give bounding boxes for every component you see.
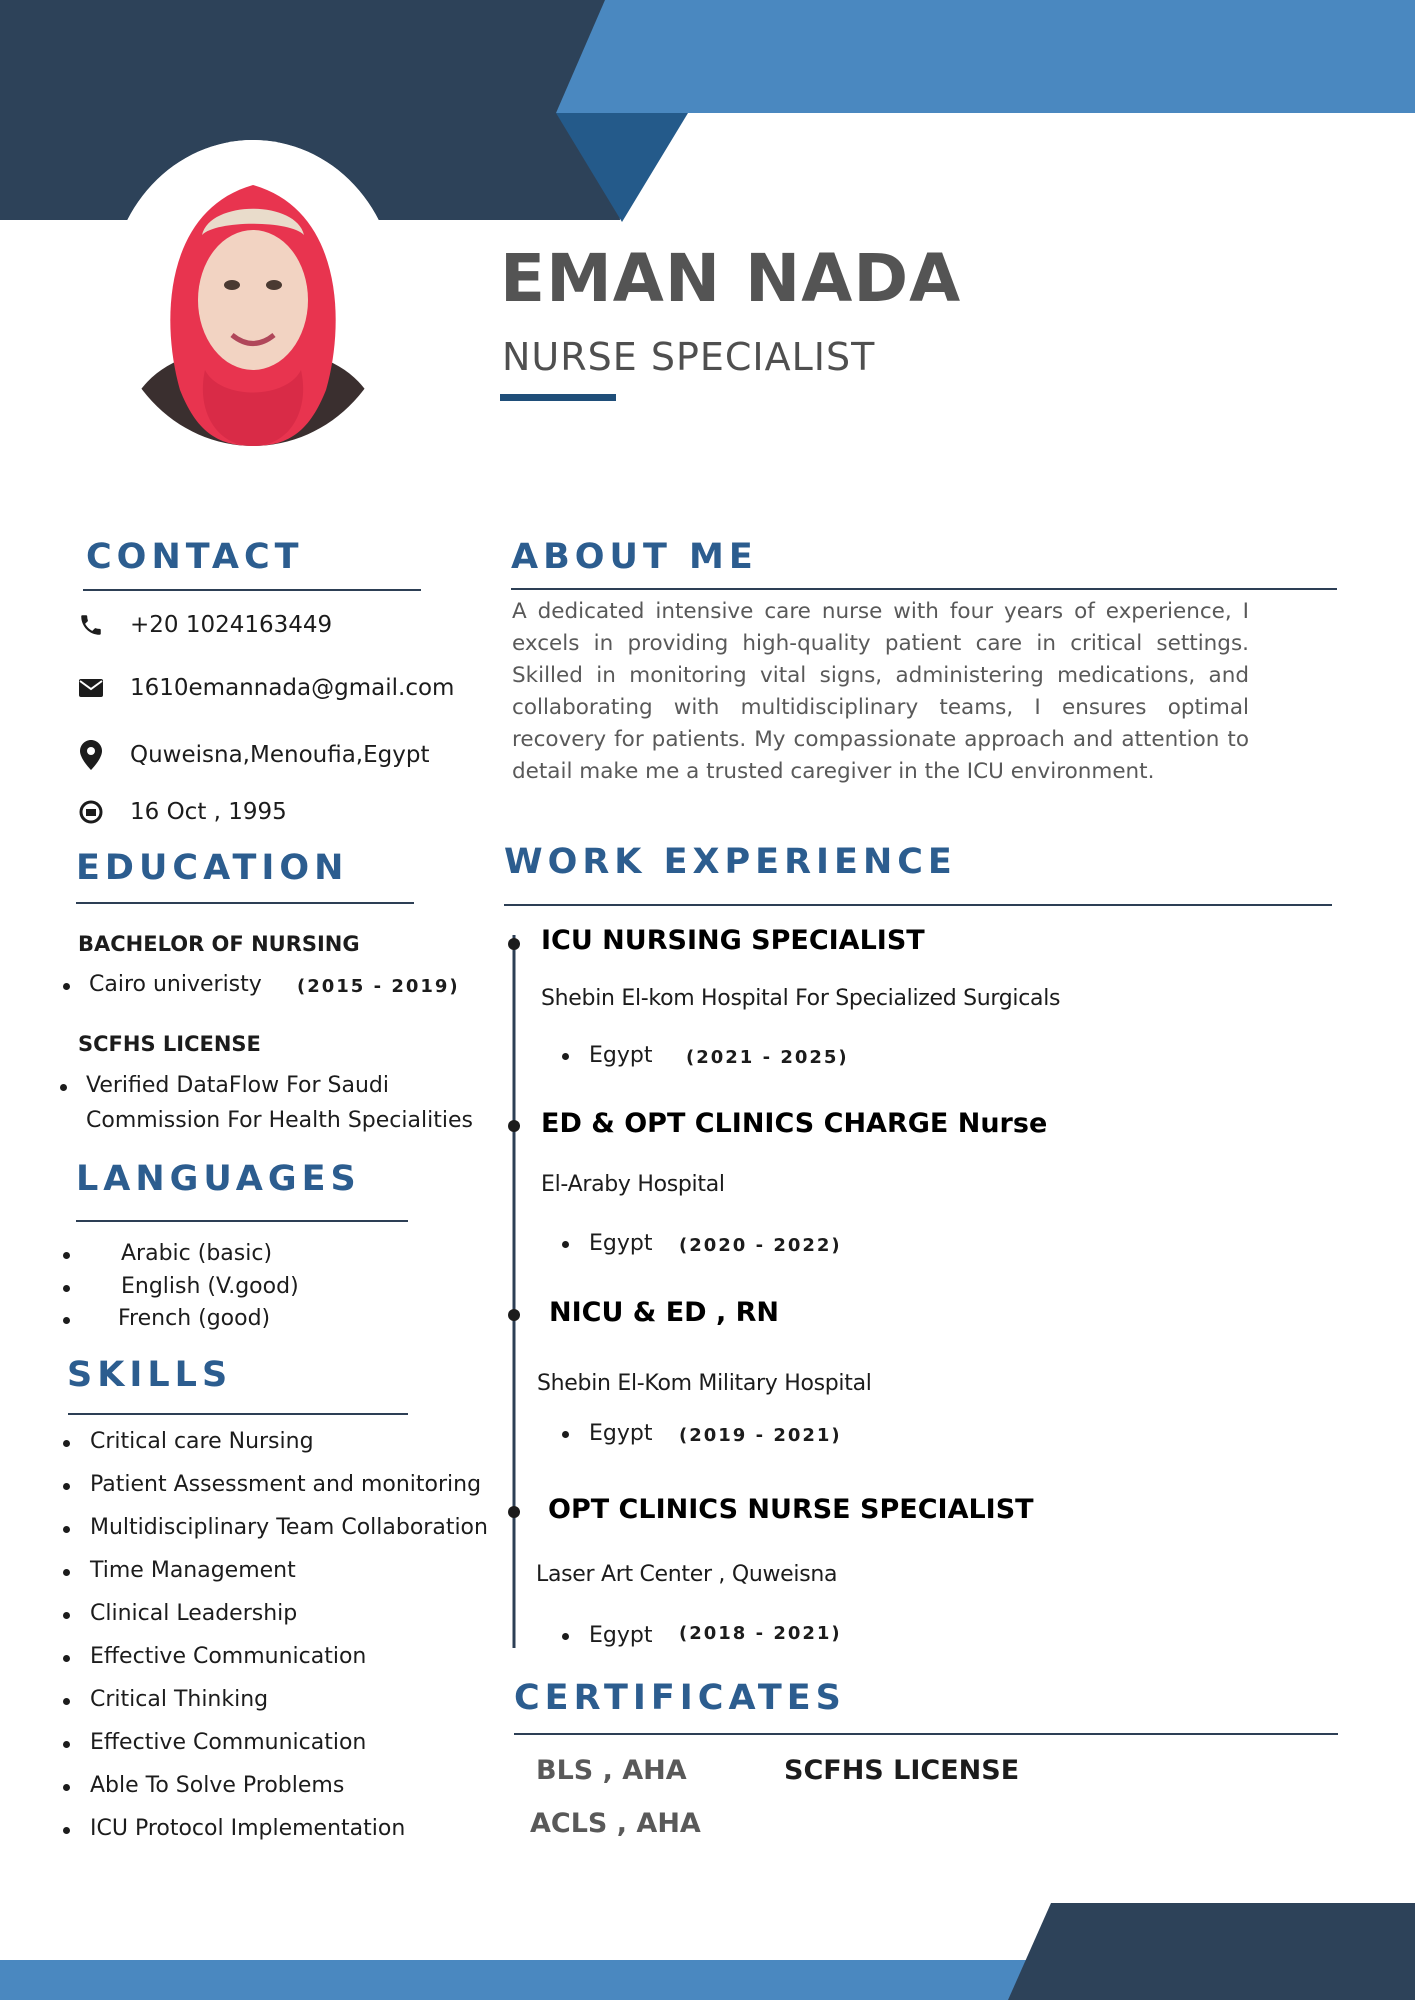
skill-item: Time Management bbox=[90, 1558, 296, 1583]
work-heading: WORK EXPERIENCE bbox=[504, 842, 957, 882]
certificate-item: SCFHS LICENSE bbox=[784, 1755, 1020, 1786]
bullet bbox=[63, 1317, 70, 1324]
role-underline bbox=[500, 394, 616, 401]
languages-rule bbox=[76, 1220, 408, 1222]
location-pin-icon bbox=[72, 740, 110, 770]
timeline-dot bbox=[508, 1506, 520, 1518]
job-country: Egypt bbox=[589, 1231, 653, 1256]
contact-location-text: Quweisna,Menoufia,Egypt bbox=[130, 742, 430, 768]
about-text: A dedicated intensive care nurse with four years of experience, I excels in providing high-quality patient care in critical settings. Skilled in monitoring vital signs, administering medications, and collaborating with multidisciplinary teams, I ensures optimal recovery for patients. My compassionate approach and attention to detail make me a trusted caregiver in the ICU environment. bbox=[512, 599, 1249, 784]
skill-item: Critical Thinking bbox=[90, 1687, 269, 1712]
contact-phone-text: +20 1024163449 bbox=[130, 612, 333, 638]
contact-birthdate-text: 16 Oct , 1995 bbox=[130, 799, 287, 825]
person-name: EMAN NADA bbox=[500, 240, 962, 317]
birthday-icon bbox=[72, 797, 110, 827]
bullet bbox=[63, 1741, 70, 1748]
job-years: (2020 - 2022) bbox=[679, 1235, 842, 1256]
bullet bbox=[63, 1655, 70, 1662]
job-title: OPT CLINICS NURSE SPECIALIST bbox=[548, 1494, 1034, 1525]
job-organization: Shebin El-Kom Military Hospital bbox=[537, 1371, 872, 1396]
skills-heading: SKILLS bbox=[67, 1355, 233, 1395]
contact-email bbox=[72, 673, 454, 703]
license-line-2: Commission For Health Specialities bbox=[86, 1108, 473, 1133]
language-item: Arabic (basic) bbox=[121, 1241, 273, 1266]
job-country: Egypt bbox=[589, 1421, 653, 1446]
top-right-blue-band bbox=[556, 0, 1415, 113]
skill-item: ICU Protocol Implementation bbox=[90, 1816, 406, 1841]
work-rule bbox=[504, 904, 1332, 906]
contact-birthdate bbox=[72, 797, 287, 827]
language-item: French (good) bbox=[118, 1306, 271, 1331]
bullet bbox=[63, 1252, 70, 1259]
license-line-1: Verified DataFlow For Saudi bbox=[86, 1073, 389, 1098]
certificates-heading: CERTIFICATES bbox=[514, 1678, 846, 1718]
contact-phone bbox=[72, 610, 332, 640]
education-rule bbox=[76, 902, 414, 904]
contact-email-text: 1610emannada@gmail.com bbox=[130, 675, 455, 701]
job-organization: Shebin El-kom Hospital For Specialized Surgicals bbox=[541, 986, 1061, 1011]
bullet bbox=[63, 1483, 70, 1490]
about-rule bbox=[511, 588, 1337, 590]
skill-item: Multidisciplinary Team Collaboration bbox=[90, 1515, 488, 1540]
bullet bbox=[562, 1241, 569, 1248]
job-title: ED & OPT CLINICS CHARGE Nurse bbox=[541, 1108, 1048, 1139]
bullet bbox=[63, 1784, 70, 1791]
bullet bbox=[562, 1053, 569, 1060]
certificates-rule bbox=[514, 1733, 1338, 1735]
skill-item: Patient Assessment and monitoring bbox=[90, 1472, 482, 1497]
about-heading: ABOUT ME bbox=[511, 537, 758, 577]
timeline-dot bbox=[508, 1120, 520, 1132]
job-country: Egypt bbox=[589, 1043, 653, 1068]
job-role: NURSE SPECIALIST bbox=[502, 335, 876, 379]
bullet bbox=[63, 1440, 70, 1447]
bullet bbox=[63, 1285, 70, 1292]
bullet bbox=[63, 1526, 70, 1533]
license-title: SCFHS LICENSE bbox=[78, 1032, 261, 1056]
bottom-right-navy-shape bbox=[1008, 1903, 1415, 2000]
skill-item: Clinical Leadership bbox=[90, 1601, 298, 1626]
job-years: (2019 - 2021) bbox=[679, 1425, 842, 1446]
job-years: (2018 - 2021) bbox=[679, 1623, 842, 1644]
bullet bbox=[63, 1827, 70, 1834]
profile-photo bbox=[110, 140, 396, 446]
bullet bbox=[60, 1084, 67, 1091]
phone-icon bbox=[72, 610, 110, 640]
school-name: Cairo univeristy bbox=[89, 972, 262, 997]
bullet bbox=[63, 1698, 70, 1705]
contact-location bbox=[72, 740, 429, 770]
certificate-item: BLS , AHA bbox=[536, 1755, 687, 1786]
languages-heading: LANGUAGES bbox=[76, 1159, 361, 1199]
language-item: English (V.good) bbox=[121, 1274, 299, 1299]
skills-rule bbox=[68, 1413, 408, 1415]
job-title: ICU NURSING SPECIALIST bbox=[541, 925, 925, 956]
job-organization: El-Araby Hospital bbox=[541, 1172, 725, 1197]
certificate-item: ACLS , AHA bbox=[530, 1808, 701, 1839]
job-title: NICU & ED , RN bbox=[549, 1297, 780, 1328]
timeline-dot bbox=[508, 938, 520, 950]
education-heading: EDUCATION bbox=[76, 848, 349, 888]
job-organization: Laser Art Center , Quweisna bbox=[536, 1562, 838, 1587]
contact-heading: CONTACT bbox=[86, 537, 304, 577]
skill-item: Effective Communication bbox=[90, 1730, 367, 1755]
skill-item: Effective Communication bbox=[90, 1644, 367, 1669]
timeline-dot bbox=[508, 1309, 520, 1321]
envelope-icon bbox=[72, 673, 110, 703]
skill-item: Critical care Nursing bbox=[90, 1429, 314, 1454]
bullet bbox=[63, 1569, 70, 1576]
bullet bbox=[562, 1431, 569, 1438]
skill-item: Able To Solve Problems bbox=[90, 1773, 345, 1798]
job-years: (2021 - 2025) bbox=[686, 1047, 849, 1068]
contact-rule bbox=[83, 589, 421, 591]
bullet bbox=[562, 1633, 569, 1640]
education-years: (2015 - 2019) bbox=[297, 976, 460, 997]
bullet bbox=[63, 1612, 70, 1619]
job-country: Egypt bbox=[589, 1623, 653, 1648]
bullet bbox=[63, 983, 70, 990]
degree-title: BACHELOR OF NURSING bbox=[78, 932, 360, 956]
